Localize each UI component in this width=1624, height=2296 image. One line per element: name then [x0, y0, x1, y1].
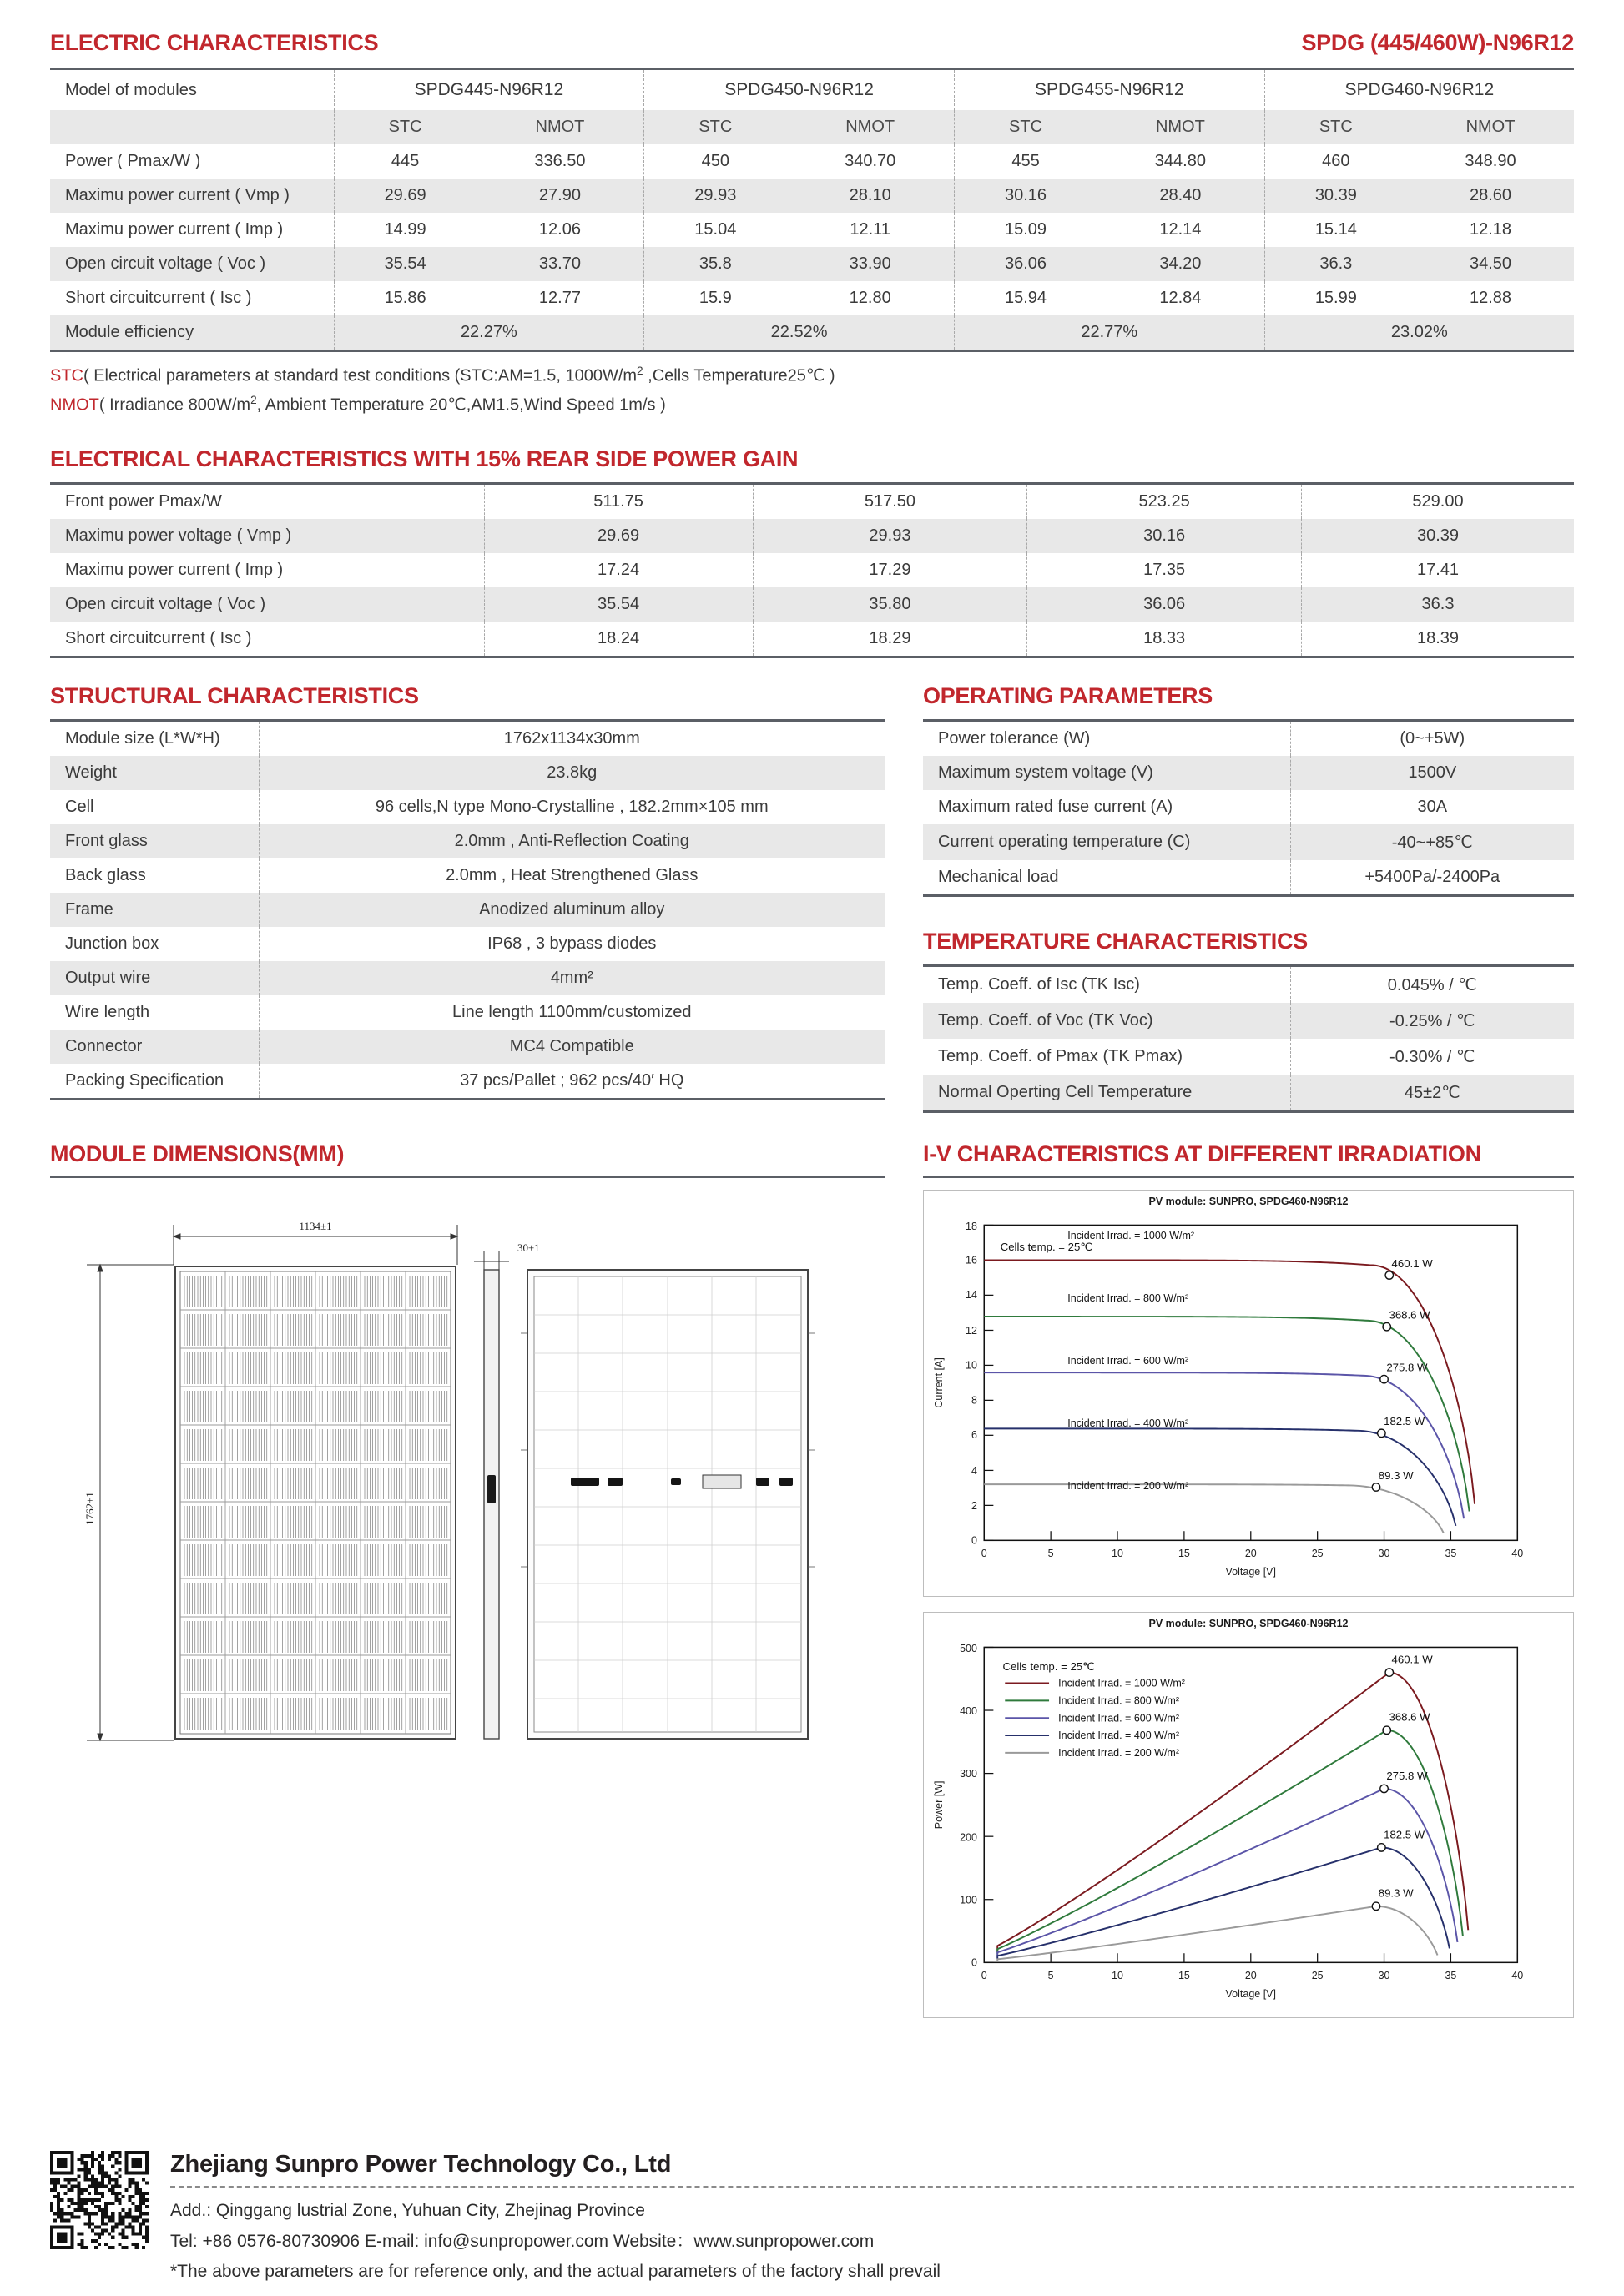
pv-mpp-label: 275.8 W: [1386, 1769, 1428, 1782]
row-label: Module size (L*W*H): [65, 729, 220, 748]
cell-value: 511.75: [484, 484, 753, 520]
cell-value: 29.69: [484, 519, 753, 553]
cell-value: 450: [644, 144, 787, 179]
cell-value: 348.90: [1465, 152, 1516, 170]
row-label: Cell: [65, 798, 94, 817]
cell-value: 12.84: [1159, 289, 1202, 307]
pv-xtick: 20: [1244, 1969, 1257, 1981]
table-row: [50, 553, 1574, 587]
table-row: [923, 966, 1574, 1004]
iv-ytick: 6: [971, 1429, 977, 1442]
electric-characteristics-heading: ELECTRIC CHARACTERISTICS: [50, 30, 379, 55]
pv-curve-chart: [923, 1612, 1574, 2018]
row-label: Power tolerance (W): [938, 729, 1091, 748]
row-label: Maximum rated fuse current (A): [938, 798, 1173, 817]
stc-note-end: ,Cells Temperature25℃ ): [643, 366, 835, 385]
operating-column: [923, 683, 1574, 1113]
condition-stc-3: STC: [1264, 110, 1407, 144]
footer-divider: [170, 2186, 1574, 2188]
cell-value: 30.39: [1264, 179, 1407, 213]
cell-value: 12.77: [538, 289, 581, 307]
row-label: Mechanical load: [938, 868, 1059, 887]
table-row: [923, 790, 1574, 824]
cell-value: 18.33: [1027, 622, 1302, 657]
iv-ytick: 10: [966, 1360, 977, 1372]
pv-mpp-marker: [1380, 1785, 1388, 1792]
table-row: [50, 858, 885, 893]
cell-value: 15.94: [954, 281, 1097, 315]
model-name-2: SPDG455-N96R12: [954, 69, 1264, 111]
row-label: Front glass: [65, 832, 148, 851]
cell-value: 12.14: [1159, 220, 1202, 239]
efficiency-value: 22.52%: [644, 315, 955, 351]
stc-note-text: ( Electrical parameters at standard test conditions (STC:AM=1.5, 1000W/m: [83, 366, 638, 385]
iv-ytick: 8: [971, 1394, 977, 1407]
cell-value: 4mm²: [259, 961, 885, 995]
cell-value: 36.06: [954, 247, 1097, 281]
cell-value: 28.10: [849, 186, 891, 204]
cell-value: 17.41: [1301, 553, 1574, 587]
pv-ytick: 500: [960, 1642, 977, 1654]
table-row: [923, 824, 1574, 860]
rear-gain-table: [50, 482, 1574, 658]
iv-series-label: Incident Irrad. = 600 W/m²: [1067, 1355, 1189, 1367]
iv-xtick: 35: [1445, 1548, 1457, 1560]
table-row: [923, 1003, 1574, 1039]
pv-ylabel: Power [W]: [933, 1780, 946, 1829]
pv-mpp-label: 460.1 W: [1391, 1653, 1433, 1666]
model-name-1: SPDG450-N96R12: [644, 69, 955, 111]
row-label: Power ( Pmax/W ): [65, 152, 201, 170]
dimensions-svg: [50, 1200, 885, 1784]
pv-xtick: 40: [1511, 1969, 1524, 1981]
condition-stc-1: STC: [644, 110, 787, 144]
iv-xtick: 40: [1511, 1548, 1524, 1560]
temperature-table: [923, 964, 1574, 1113]
condition-stc-2: STC: [954, 110, 1097, 144]
row-label: Output wire: [65, 969, 151, 988]
iv-mpp-label: 460.1 W: [1391, 1257, 1433, 1271]
pv-xtick: 15: [1178, 1969, 1190, 1981]
table-row: [50, 179, 1574, 213]
cell-value: 12.06: [538, 220, 581, 239]
cell-value: 34.20: [1159, 254, 1202, 273]
row-label: Short circuitcurrent ( Isc ): [65, 289, 252, 307]
table-row: [50, 213, 1574, 247]
height-dimension-label: 1762±1: [83, 1492, 96, 1526]
cell-value: 17.35: [1027, 553, 1302, 587]
cell-value: 35.54: [484, 587, 753, 622]
cell-value: 460: [1264, 144, 1407, 179]
cell-value: 35.54: [334, 247, 477, 281]
width-dimension-label: 1134±1: [299, 1220, 332, 1233]
footer-disclaimer: *The above parameters are for reference only, and the actual parameters of the factory shall prevail: [170, 2262, 941, 2282]
cell-value: 28.40: [1159, 186, 1202, 204]
pv-xtick: 25: [1311, 1969, 1324, 1981]
iv-series-label: Incident Irrad. = 800 W/m²: [1067, 1292, 1189, 1305]
pv-ytick: 100: [960, 1894, 977, 1906]
temperature-heading: TEMPERATURE CHARACTERISTICS: [923, 929, 1308, 954]
cell-value: 29.93: [753, 519, 1027, 553]
iv-ytick: 16: [966, 1254, 977, 1266]
cell-value: 344.80: [1154, 152, 1206, 170]
structural-column: [50, 683, 885, 1113]
row-label: Maximu power current ( Vmp ): [65, 186, 290, 204]
nmot-note: [50, 391, 1574, 419]
row-label: Current operating temperature (C): [938, 833, 1191, 852]
row-label: Back glass: [65, 866, 146, 885]
product-series-title: SPDG (445/460W)-N96R12: [1301, 30, 1574, 55]
company-name: Zhejiang Sunpro Power Technology Co., Ltd: [170, 2150, 672, 2178]
row-label: Junction box: [65, 934, 159, 954]
cell-value: 529.00: [1301, 484, 1574, 520]
company-contact: Tel: +86 0576-80730906 E-mail: info@sunpropower.com Website：www.sunpropower.com: [170, 2231, 875, 2251]
pv-legend-label: Incident Irrad. = 200 W/m²: [1058, 1746, 1180, 1759]
cell-value: 18.29: [753, 622, 1027, 657]
row-label: Packing Specification: [65, 1071, 224, 1090]
dimensions-heading: MODULE DIMENSIONS(MM): [50, 1141, 345, 1167]
cell-value: 27.90: [538, 186, 581, 204]
pv-xtick: 10: [1112, 1969, 1123, 1981]
dimensions-column: [50, 1141, 885, 2018]
iv-mpp-marker: [1378, 1429, 1385, 1437]
pv-xtick: 5: [1047, 1969, 1054, 1981]
efficiency-value: 22.27%: [334, 315, 644, 351]
table-row-conditions: [50, 110, 1574, 144]
cell-value: 34.50: [1469, 254, 1512, 273]
module-efficiency-label: Module efficiency: [65, 323, 194, 341]
structural-heading: STRUCTURAL CHARACTERISTICS: [50, 683, 419, 709]
pv-legend-label: Incident Irrad. = 600 W/m²: [1058, 1712, 1180, 1725]
cell-value: -0.25% / ℃: [1290, 1003, 1574, 1039]
nmot-note-text: ( Irradiance 800W/m: [98, 395, 251, 415]
table-row: [50, 721, 885, 757]
module-dimensions-diagram: [50, 1200, 885, 1788]
table-row: [923, 721, 1574, 757]
row-label: Maximum system voltage (V): [938, 763, 1153, 783]
table-row: [50, 1030, 885, 1064]
cell-value: 1762x1134x30mm: [259, 721, 885, 757]
bottom-columns: [50, 1141, 1574, 2018]
iv-mpp-marker: [1383, 1323, 1390, 1331]
cell-value: 12.80: [849, 289, 891, 307]
table-row: [923, 860, 1574, 896]
pv-mpp-label: 89.3 W: [1378, 1886, 1414, 1900]
cell-value: -40~+85℃: [1290, 824, 1574, 860]
condition-nmot-2: NMOT: [1155, 118, 1205, 136]
table-row: [50, 144, 1574, 179]
cell-value: 33.70: [538, 254, 581, 273]
conditions-spacer: [50, 110, 334, 144]
iv-mpp-label: 182.5 W: [1384, 1415, 1425, 1428]
cell-value: 28.60: [1469, 186, 1512, 204]
condition-nmot-0: NMOT: [535, 118, 585, 136]
cell-value: 18.24: [484, 622, 753, 657]
iv-xtick: 5: [1047, 1548, 1054, 1560]
electric-header-row: [50, 30, 1574, 56]
pv-chart-svg: [924, 1631, 1573, 2013]
condition-stc-0: STC: [334, 110, 477, 144]
iv-ylabel: Current [A]: [933, 1357, 946, 1408]
panel-side-view: [484, 1270, 499, 1739]
table-row: [50, 247, 1574, 281]
table-row: [923, 756, 1574, 790]
model-name-3: SPDG460-N96R12: [1264, 69, 1574, 111]
iv-xtick: 0: [981, 1548, 987, 1560]
row-label: Temp. Coeff. of Voc (TK Voc): [938, 1011, 1153, 1030]
efficiency-value: 23.02%: [1264, 315, 1574, 351]
cell-value: 445: [334, 144, 477, 179]
cell-value: 35.8: [644, 247, 787, 281]
table-row: [50, 961, 885, 995]
pv-mpp-marker: [1372, 1902, 1379, 1910]
table-row: [50, 281, 1574, 315]
iv-plot-frame: [984, 1226, 1517, 1541]
row-label: Short circuitcurrent ( Isc ): [65, 629, 252, 648]
cell-value: 30A: [1290, 790, 1574, 824]
cell-value: 15.9: [644, 281, 787, 315]
cell-value: (0~+5W): [1290, 721, 1574, 757]
cell-value: Anodized aluminum alloy: [259, 893, 885, 927]
pv-mpp-marker: [1383, 1726, 1390, 1734]
cell-value: 29.93: [644, 179, 787, 213]
cell-value: 14.99: [334, 213, 477, 247]
pv-xlabel: Voltage [V]: [1225, 1987, 1277, 2000]
nmot-note-end: , Ambient Temperature 20℃,AM1.5,Wind Speed 1m/s ): [256, 395, 666, 415]
row-label: Maximu power current ( Imp ): [65, 561, 284, 580]
stc-superscript: 2: [637, 365, 643, 377]
table-row: [50, 995, 885, 1030]
pv-xtick: 0: [981, 1969, 987, 1981]
cell-value: 455: [954, 144, 1097, 179]
datasheet-page: [0, 30, 1624, 2296]
cell-value: 37 pcs/Pallet ; 962 pcs/40′ HQ: [259, 1064, 885, 1100]
pv-cells-temp-annotation: Cells temp. = 25℃: [1002, 1660, 1095, 1674]
cell-value: 33.90: [849, 254, 891, 273]
cell-value: Line length 1100mm/customized: [259, 995, 885, 1030]
cell-value: 36.06: [1027, 587, 1302, 622]
mid-columns: [50, 683, 1574, 1113]
cell-value: 29.69: [334, 179, 477, 213]
cell-value: 30.39: [1301, 519, 1574, 553]
footer-text-block: [170, 2151, 1574, 2288]
cell-value: 18.39: [1301, 622, 1574, 657]
pv-ytick: 300: [960, 1767, 977, 1780]
pv-ytick: 0: [971, 1956, 977, 1969]
stc-note: [50, 362, 1574, 390]
iv-xtick: 10: [1112, 1548, 1123, 1560]
cell-value: 15.99: [1264, 281, 1407, 315]
rear-gain-heading: ELECTRICAL CHARACTERISTICS WITH 15% REAR SIDE POWER GAIN: [50, 446, 799, 472]
table-row: [50, 519, 1574, 553]
iv-ytick: 14: [966, 1289, 977, 1302]
iv-curve-chart: [923, 1190, 1574, 1596]
cell-value: +5400Pa/-2400Pa: [1290, 860, 1574, 896]
cell-value: 340.70: [845, 152, 896, 170]
iv-xtick: 20: [1244, 1548, 1257, 1560]
row-label: Normal Operting Cell Temperature: [938, 1083, 1193, 1102]
cell-value: 0.045% / ℃: [1290, 966, 1574, 1004]
table-row: [50, 622, 1574, 657]
table-row-model: [50, 69, 1574, 111]
cell-value: 2.0mm , Anti-Reflection Coating: [259, 824, 885, 858]
cell-value: 17.24: [484, 553, 753, 587]
row-label: Connector: [65, 1037, 143, 1056]
cell-value: 12.11: [850, 220, 890, 239]
cell-value: 30.16: [1027, 519, 1302, 553]
iv-mpp-marker: [1372, 1483, 1379, 1491]
pv-legend-label: Incident Irrad. = 800 W/m²: [1058, 1694, 1180, 1707]
condition-nmot-1: NMOT: [845, 118, 895, 136]
nmot-superscript: 2: [250, 393, 257, 406]
cell-value: MC4 Compatible: [259, 1030, 885, 1064]
pv-xtick: 30: [1378, 1969, 1390, 1981]
cell-value: 15.09: [954, 213, 1097, 247]
thickness-dimension-label: 30±1: [517, 1241, 540, 1255]
table-row: [50, 1064, 885, 1100]
iv-ytick: 4: [971, 1465, 977, 1478]
cell-value: 45±2℃: [1290, 1075, 1574, 1112]
iv-mpp-label: 368.6 W: [1389, 1308, 1430, 1322]
row-label: Frame: [65, 900, 113, 919]
iv-mpp-marker: [1385, 1271, 1393, 1279]
iv-ytick: 18: [966, 1221, 977, 1233]
pv-legend-label: Incident Irrad. = 1000 W/m²: [1058, 1677, 1185, 1689]
cell-value: 517.50: [753, 484, 1027, 520]
row-label: Temp. Coeff. of Isc (TK Isc): [938, 975, 1140, 994]
iv-charts-column: [923, 1141, 1574, 2018]
model-of-modules-label: Model of modules: [65, 80, 197, 99]
table-row: [923, 1075, 1574, 1112]
pv-mpp-label: 368.6 W: [1389, 1710, 1430, 1724]
cell-value: 17.29: [753, 553, 1027, 587]
row-label: Open circuit voltage ( Voc ): [65, 595, 266, 614]
table-row: [50, 790, 885, 824]
cell-value: -0.30% / ℃: [1290, 1039, 1574, 1075]
cell-value: 2.0mm , Heat Strengthened Glass: [259, 858, 885, 893]
cell-value: 30.16: [954, 179, 1097, 213]
iv-chart-svg: [924, 1209, 1573, 1591]
pv-mpp-label: 182.5 W: [1384, 1828, 1425, 1841]
cell-value: 36.3: [1264, 247, 1407, 281]
row-label: Weight: [65, 763, 117, 783]
cell-value: 336.50: [534, 152, 586, 170]
iv-series-label: Incident Irrad. = 200 W/m²: [1067, 1480, 1189, 1493]
row-label: Temp. Coeff. of Pmax (TK Pmax): [938, 1047, 1183, 1066]
junction-box-icon: [487, 1475, 496, 1503]
page-footer: [50, 2151, 1574, 2288]
table-row-efficiency: [50, 315, 1574, 351]
pv-mpp-marker: [1378, 1843, 1385, 1850]
pv-ytick: 200: [960, 1831, 977, 1844]
cell-value: 523.25: [1027, 484, 1302, 520]
qr-code-icon: [50, 2151, 149, 2249]
pv-legend-label: Incident Irrad. = 400 W/m²: [1058, 1729, 1180, 1741]
model-name-0: SPDG445-N96R12: [334, 69, 644, 111]
iv-mpp-marker: [1380, 1376, 1388, 1383]
row-label: Front power Pmax/W: [65, 492, 222, 511]
table-row: [923, 1039, 1574, 1075]
pv-mpp-marker: [1385, 1669, 1393, 1676]
pv-xtick: 35: [1445, 1969, 1457, 1981]
structural-table: [50, 719, 885, 1100]
table-row: [50, 756, 885, 790]
iv-xtick: 25: [1311, 1548, 1324, 1560]
cell-value: 23.8kg: [259, 756, 885, 790]
stc-tag: STC: [50, 366, 83, 385]
cell-value: 12.18: [1469, 220, 1512, 239]
iv-section-rule: [923, 1176, 1574, 1178]
cell-value: 15.04: [644, 213, 787, 247]
iv-series-label: Incident Irrad. = 1000 W/m²: [1067, 1230, 1195, 1242]
operating-table: [923, 719, 1574, 897]
iv-mpp-label: 89.3 W: [1378, 1469, 1414, 1483]
cell-value: 96 cells,N type Mono-Crystalline , 182.2mm×105 mm: [259, 790, 885, 824]
pv-ytick: 400: [960, 1704, 977, 1717]
cell-value: 15.14: [1264, 213, 1407, 247]
electric-characteristics-table: [50, 68, 1574, 352]
iv-chart-title: PV module: SUNPRO, SPDG460-N96R12: [1148, 1196, 1349, 1208]
table-row: [50, 484, 1574, 520]
pv-chart-title: PV module: SUNPRO, SPDG460-N96R12: [1148, 1617, 1349, 1629]
nmot-tag: NMOT: [50, 395, 99, 415]
iv-ytick: 0: [971, 1534, 977, 1547]
iv-xtick: 30: [1378, 1548, 1390, 1560]
iv-series-label: Incident Irrad. = 400 W/m²: [1067, 1417, 1189, 1430]
iv-ytick: 2: [971, 1500, 977, 1513]
row-label: Maximu power current ( Imp ): [65, 220, 284, 239]
row-label: Wire length: [65, 1003, 150, 1022]
cell-value: 35.80: [753, 587, 1027, 622]
cell-value: 36.3: [1301, 587, 1574, 622]
iv-ytick: 12: [966, 1325, 977, 1337]
table-row: [50, 927, 885, 961]
cell-value: 1500V: [1290, 756, 1574, 790]
table-row: [50, 824, 885, 858]
iv-section-heading: I-V CHARACTERISTICS AT DIFFERENT IRRADIATION: [923, 1141, 1481, 1167]
cell-value: IP68 , 3 bypass diodes: [259, 927, 885, 961]
dimensions-rule: [50, 1176, 885, 1178]
table-row: [50, 587, 1574, 622]
condition-nmot-3: NMOT: [1465, 118, 1516, 136]
row-label: Maximu power voltage ( Vmp ): [65, 526, 292, 546]
cell-value: 12.88: [1469, 289, 1512, 307]
company-address: Add.: Qinggang lustrial Zone, Yuhuan City, Zhejinag Province: [170, 2200, 645, 2220]
table-row: [50, 893, 885, 927]
iv-xtick: 15: [1178, 1548, 1190, 1560]
iv-mpp-label: 275.8 W: [1386, 1361, 1428, 1374]
efficiency-value: 22.77%: [954, 315, 1264, 351]
row-label: Open circuit voltage ( Voc ): [65, 254, 266, 273]
cell-value: 15.86: [334, 281, 477, 315]
iv-xlabel: Voltage [V]: [1225, 1566, 1277, 1578]
iv-cells-temp-annotation: Cells temp. = 25℃: [1000, 1241, 1093, 1254]
operating-heading: OPERATING PARAMETERS: [923, 683, 1213, 709]
